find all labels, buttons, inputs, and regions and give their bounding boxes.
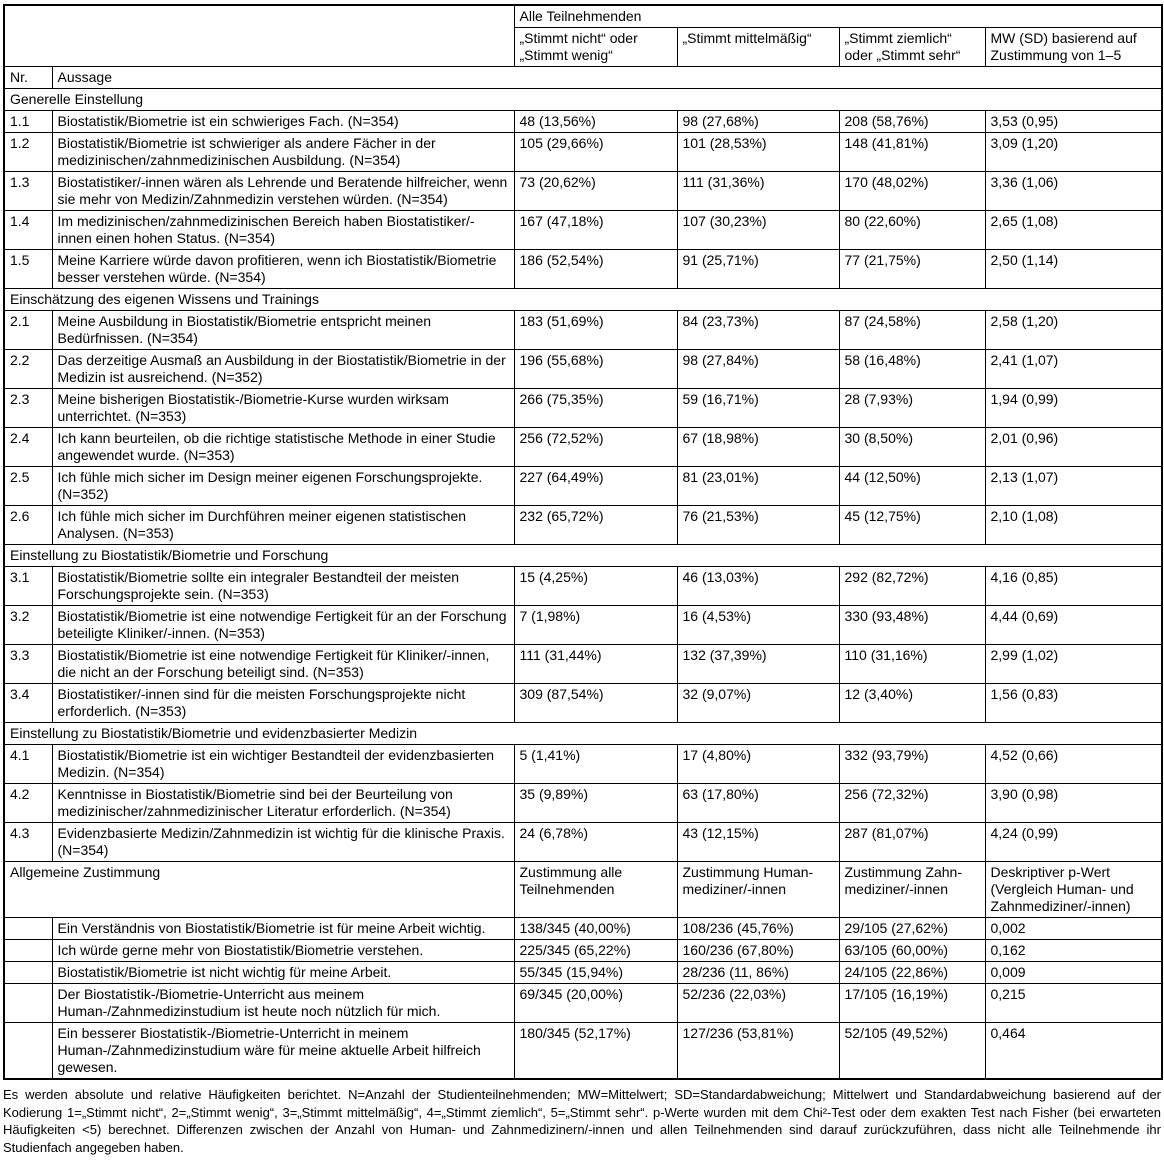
agreement-column-header: Zustimmung Human-mediziner/-innen bbox=[677, 862, 839, 918]
value-cell: 98 (27,84%) bbox=[677, 350, 839, 389]
table-row bbox=[4, 606, 1162, 645]
empty-corner-cell bbox=[4, 5, 514, 67]
row-number-empty bbox=[4, 1023, 52, 1080]
table-row bbox=[4, 962, 1162, 984]
table-row bbox=[4, 211, 1162, 250]
statement-text: Im medizinischen/zahnmedizinischen Bereich haben Biostatistiker/-innen einen hohen Status. (N=354) bbox=[52, 211, 514, 250]
statement-text: Meine bisherigen Biostatistik-/Biometrie-Kurse wurden wirksam unterrichtet. (N=353) bbox=[52, 389, 514, 428]
section-title: Einstellung zu Biostatistik/Biometrie und Forschung bbox=[4, 545, 1162, 567]
statement-text: Ein besserer Biostatistik-/Biometrie-Unterricht in meinem Human-/Zahnmedizinstudium wäre für meine aktuelle Arbeit hilfreich gewesen. bbox=[52, 1023, 514, 1080]
row-number: 2.6 bbox=[4, 506, 52, 545]
table-row bbox=[4, 940, 1162, 962]
value-cell: 35 (9,89%) bbox=[514, 784, 677, 823]
value-cell: 59 (16,71%) bbox=[677, 389, 839, 428]
value-cell: 138/345 (40,00%) bbox=[514, 918, 677, 940]
statement-text: Ich fühle mich sicher im Durchführen meiner eigenen statistischen Analysen. (N=353) bbox=[52, 506, 514, 545]
statement-text: Ich fühle mich sicher im Design meiner eigenen Forschungsprojekte. (N=352) bbox=[52, 467, 514, 506]
table-row bbox=[4, 645, 1162, 684]
row-number-empty bbox=[4, 940, 52, 962]
table-row bbox=[4, 1023, 1162, 1080]
statement-text: Biostatistik/Biometrie ist eine notwendige Fertigkeit für an der Forschung beteiligte Kliniker/-innen. (N=353) bbox=[52, 606, 514, 645]
value-cell: 80 (22,60%) bbox=[839, 211, 985, 250]
value-cell: 63/105 (60,00%) bbox=[839, 940, 985, 962]
value-cell: 227 (64,49%) bbox=[514, 467, 677, 506]
value-cell: 81 (23,01%) bbox=[677, 467, 839, 506]
value-cell: 167 (47,18%) bbox=[514, 211, 677, 250]
table-row bbox=[4, 745, 1162, 784]
value-cell: 77 (21,75%) bbox=[839, 250, 985, 289]
row-number: 3.3 bbox=[4, 645, 52, 684]
statement-text: Der Biostatistik-/Biometrie-Unterricht aus meinem Human-/Zahnmedizinstudium ist heute noch nützlich für mich. bbox=[52, 984, 514, 1023]
value-cell: 24 (6,78%) bbox=[514, 823, 677, 862]
row-number: 1.5 bbox=[4, 250, 52, 289]
statement-text: Biostatistik/Biometrie ist ein schwieriges Fach. (N=354) bbox=[52, 111, 514, 133]
value-cell: 107 (30,23%) bbox=[677, 211, 839, 250]
row-number: 4.3 bbox=[4, 823, 52, 862]
statement-text: Biostatistik/Biometrie sollte ein integraler Bestandteil der meisten Forschungsprojekte sein. (N=353) bbox=[52, 567, 514, 606]
value-cell: 17 (4,80%) bbox=[677, 745, 839, 784]
value-cell: 3,53 (0,95) bbox=[985, 111, 1162, 133]
table-row bbox=[4, 311, 1162, 350]
row-number: 2.1 bbox=[4, 311, 52, 350]
value-cell: 2,10 (1,08) bbox=[985, 506, 1162, 545]
value-cell: 48 (13,56%) bbox=[514, 111, 677, 133]
value-cell: 101 (28,53%) bbox=[677, 133, 839, 172]
value-cell: 28/236 (11, 86%) bbox=[677, 962, 839, 984]
group-header-row bbox=[4, 5, 1162, 28]
value-cell: 232 (65,72%) bbox=[514, 506, 677, 545]
value-cell: 2,65 (1,08) bbox=[985, 211, 1162, 250]
value-cell: 110 (31,16%) bbox=[839, 645, 985, 684]
row-number: 3.2 bbox=[4, 606, 52, 645]
value-cell: 148 (41,81%) bbox=[839, 133, 985, 172]
value-cell: 1,94 (0,99) bbox=[985, 389, 1162, 428]
value-cell: 17/105 (16,19%) bbox=[839, 984, 985, 1023]
row-number: 4.2 bbox=[4, 784, 52, 823]
value-cell: 3,90 (0,98) bbox=[985, 784, 1162, 823]
value-cell: 43 (12,15%) bbox=[677, 823, 839, 862]
value-cell: 84 (23,73%) bbox=[677, 311, 839, 350]
footnote: Es werden absolute und relative Häufigkeiten berichtet. N=Anzahl der Studienteilnehmenden; MW=Mittelwert; SD=Standardabweichung; Mittelwert und Standardabweichung basierend auf der Kodierung 1=„Stimmt nicht“, 2=„Stimmt wenig“, 3=„Stimmt mittelmäßig“, 4=„Stimmt ziemlich“, 5=„Stimmt sehr“. p-Werte wurden mit dem Chi²-Test oder dem exakten Test nach Fisher (bei erwarteten Häufigkeiten <5) berechnet. Differenzen zwischen der Anzahl von Human- und Zahnmedizinern/-innen und allen Teilnehmenden sind darauf zurückzuführen, dass nicht alle Teilnehmende ihr Studienfach angegeben haben. bbox=[3, 1087, 1161, 1155]
value-cell: 46 (13,03%) bbox=[677, 567, 839, 606]
value-cell: 196 (55,68%) bbox=[514, 350, 677, 389]
value-cell: 132 (37,39%) bbox=[677, 645, 839, 684]
value-cell: 32 (9,07%) bbox=[677, 684, 839, 723]
statement-text: Meine Ausbildung in Biostatistik/Biometrie entspricht meinen Bedürfnissen. (N=354) bbox=[52, 311, 514, 350]
agreement-column-header: Zustimmung Zahn-mediziner/-innen bbox=[839, 862, 985, 918]
value-cell: 225/345 (65,22%) bbox=[514, 940, 677, 962]
value-cell: 4,24 (0,99) bbox=[985, 823, 1162, 862]
value-cell: 16 (4,53%) bbox=[677, 606, 839, 645]
statement-text: Das derzeitige Ausmaß an Ausbildung in der Biostatistik/Biometrie in der Medizin ist ausreichend. (N=352) bbox=[52, 350, 514, 389]
value-cell: 3,36 (1,06) bbox=[985, 172, 1162, 211]
column-header-stimmt-ziemlich-sehr: „Stimmt ziemlich“ oder „Stimmt sehr“ bbox=[839, 28, 985, 67]
statement-text: Ich würde gerne mehr von Biostatistik/Biometrie verstehen. bbox=[52, 940, 514, 962]
value-cell: 24/105 (22,86%) bbox=[839, 962, 985, 984]
section-header-row bbox=[4, 545, 1162, 567]
value-cell: 91 (25,71%) bbox=[677, 250, 839, 289]
section-title: Einschätzung des eigenen Wissens und Trainings bbox=[4, 289, 1162, 311]
column-header-stimmt-nicht-wenig: „Stimmt nicht“ oder „Stimmt wenig“ bbox=[514, 28, 677, 67]
value-cell: 52/236 (22,03%) bbox=[677, 984, 839, 1023]
value-cell: 330 (93,48%) bbox=[839, 606, 985, 645]
agreement-section-title: Allgemeine Zustimmung bbox=[4, 862, 514, 918]
value-cell: 0,009 bbox=[985, 962, 1162, 984]
row-number: 4.1 bbox=[4, 745, 52, 784]
column-header-stimmt-mittelmaessig: „Stimmt mittelmäßig“ bbox=[677, 28, 839, 67]
table-row bbox=[4, 984, 1162, 1023]
row-number: 2.4 bbox=[4, 428, 52, 467]
statement-text: Evidenzbasierte Medizin/Zahnmedizin ist wichtig für die klinische Praxis. (N=354) bbox=[52, 823, 514, 862]
table-row bbox=[4, 684, 1162, 723]
value-cell: 108/236 (45,76%) bbox=[677, 918, 839, 940]
nr-header: Nr. bbox=[4, 67, 52, 89]
value-cell: 180/345 (52,17%) bbox=[514, 1023, 677, 1080]
value-cell: 69/345 (20,00%) bbox=[514, 984, 677, 1023]
value-cell: 208 (58,76%) bbox=[839, 111, 985, 133]
value-cell: 67 (18,98%) bbox=[677, 428, 839, 467]
value-cell: 309 (87,54%) bbox=[514, 684, 677, 723]
row-number: 1.4 bbox=[4, 211, 52, 250]
row-number: 3.4 bbox=[4, 684, 52, 723]
value-cell: 44 (12,50%) bbox=[839, 467, 985, 506]
value-cell: 98 (27,68%) bbox=[677, 111, 839, 133]
value-cell: 28 (7,93%) bbox=[839, 389, 985, 428]
value-cell: 4,16 (0,85) bbox=[985, 567, 1162, 606]
row-number-empty bbox=[4, 962, 52, 984]
table-row bbox=[4, 467, 1162, 506]
statement-text: Biostatistiker/-innen sind für die meisten Forschungsprojekte nicht erforderlich. (N=353) bbox=[52, 684, 514, 723]
table-row bbox=[4, 567, 1162, 606]
value-cell: 2,13 (1,07) bbox=[985, 467, 1162, 506]
statement-text: Biostatistik/Biometrie ist eine notwendige Fertigkeit für Kliniker/-innen, die nicht an der Forschung beteiligt sind. (N=353) bbox=[52, 645, 514, 684]
value-cell: 29/105 (27,62%) bbox=[839, 918, 985, 940]
value-cell: 111 (31,44%) bbox=[514, 645, 677, 684]
row-number: 2.2 bbox=[4, 350, 52, 389]
value-cell: 3,09 (1,20) bbox=[985, 133, 1162, 172]
value-cell: 183 (51,69%) bbox=[514, 311, 677, 350]
value-cell: 111 (31,36%) bbox=[677, 172, 839, 211]
value-cell: 63 (17,80%) bbox=[677, 784, 839, 823]
agreement-column-header: Deskriptiver p-Wert (Vergleich Human- und Zahnmediziner/-innen) bbox=[985, 862, 1162, 918]
column-header-mw-sd: MW (SD) basierend auf Zustimmung von 1–5 bbox=[985, 28, 1162, 67]
section-title: Generelle Einstellung bbox=[4, 89, 1162, 111]
table-row bbox=[4, 389, 1162, 428]
value-cell: 105 (29,66%) bbox=[514, 133, 677, 172]
statement-text: Biostatistik/Biometrie ist schwieriger als andere Fächer in der medizinischen/zahnmedizinischen Ausbildung. (N=354) bbox=[52, 133, 514, 172]
value-cell: 55/345 (15,94%) bbox=[514, 962, 677, 984]
section-header-row bbox=[4, 89, 1162, 111]
statement-text: Kenntnisse in Biostatistik/Biometrie sind bei der Beurteilung von medizinischer/zahnmedizinischer Literatur erforderlich. (N=354) bbox=[52, 784, 514, 823]
table-row bbox=[4, 133, 1162, 172]
value-cell: 256 (72,32%) bbox=[839, 784, 985, 823]
row-number: 3.1 bbox=[4, 567, 52, 606]
row-number: 2.5 bbox=[4, 467, 52, 506]
value-cell: 2,01 (0,96) bbox=[985, 428, 1162, 467]
table-row bbox=[4, 506, 1162, 545]
value-cell: 2,50 (1,14) bbox=[985, 250, 1162, 289]
statement-text: Meine Karriere würde davon profitieren, wenn ich Biostatistik/Biometrie besser verstehen würde. (N=354) bbox=[52, 250, 514, 289]
row-number: 1.1 bbox=[4, 111, 52, 133]
results-table bbox=[3, 4, 1163, 1080]
nr-aussage-header-row bbox=[4, 67, 1162, 89]
value-cell: 58 (16,48%) bbox=[839, 350, 985, 389]
statement-text: Ein Verständnis von Biostatistik/Biometrie ist für meine Arbeit wichtig. bbox=[52, 918, 514, 940]
value-cell: 127/236 (53,81%) bbox=[677, 1023, 839, 1080]
statement-text: Ich kann beurteilen, ob die richtige statistische Methode in einer Studie angewendet wurde. (N=353) bbox=[52, 428, 514, 467]
value-cell: 15 (4,25%) bbox=[514, 567, 677, 606]
value-cell: 4,44 (0,69) bbox=[985, 606, 1162, 645]
row-number: 2.3 bbox=[4, 389, 52, 428]
value-cell: 4,52 (0,66) bbox=[985, 745, 1162, 784]
value-cell: 2,58 (1,20) bbox=[985, 311, 1162, 350]
row-number: 1.3 bbox=[4, 172, 52, 211]
row-number-empty bbox=[4, 918, 52, 940]
section-header-row bbox=[4, 289, 1162, 311]
table-row bbox=[4, 428, 1162, 467]
table-row bbox=[4, 823, 1162, 862]
aussage-header: Aussage bbox=[52, 67, 1162, 89]
value-cell: 76 (21,53%) bbox=[677, 506, 839, 545]
value-cell: 2,99 (1,02) bbox=[985, 645, 1162, 684]
value-cell: 160/236 (67,80%) bbox=[677, 940, 839, 962]
value-cell: 73 (20,62%) bbox=[514, 172, 677, 211]
value-cell: 2,41 (1,07) bbox=[985, 350, 1162, 389]
table-row bbox=[4, 172, 1162, 211]
value-cell: 0,464 bbox=[985, 1023, 1162, 1080]
value-cell: 266 (75,35%) bbox=[514, 389, 677, 428]
section-header-row bbox=[4, 723, 1162, 745]
value-cell: 292 (82,72%) bbox=[839, 567, 985, 606]
agreement-header-row bbox=[4, 862, 1162, 918]
table-row bbox=[4, 784, 1162, 823]
value-cell: 87 (24,58%) bbox=[839, 311, 985, 350]
group-header: Alle Teilnehmenden bbox=[514, 5, 1162, 28]
value-cell: 256 (72,52%) bbox=[514, 428, 677, 467]
value-cell: 30 (8,50%) bbox=[839, 428, 985, 467]
value-cell: 170 (48,02%) bbox=[839, 172, 985, 211]
statement-text: Biostatistik/Biometrie ist ein wichtiger Bestandteil der evidenzbasierten Medizin. (N=354) bbox=[52, 745, 514, 784]
value-cell: 5 (1,41%) bbox=[514, 745, 677, 784]
table-row bbox=[4, 350, 1162, 389]
value-cell: 12 (3,40%) bbox=[839, 684, 985, 723]
section-title: Einstellung zu Biostatistik/Biometrie und evidenzbasierter Medizin bbox=[4, 723, 1162, 745]
value-cell: 287 (81,07%) bbox=[839, 823, 985, 862]
value-cell: 7 (1,98%) bbox=[514, 606, 677, 645]
statement-text: Biostatistik/Biometrie ist nicht wichtig für meine Arbeit. bbox=[52, 962, 514, 984]
value-cell: 0,002 bbox=[985, 918, 1162, 940]
statement-text: Biostatistiker/-innen wären als Lehrende und Beratende hilfreicher, wenn sie mehr von Medizin/Zahnmedizin verstehen würden. (N=354) bbox=[52, 172, 514, 211]
row-number-empty bbox=[4, 984, 52, 1023]
value-cell: 52/105 (49,52%) bbox=[839, 1023, 985, 1080]
row-number: 1.2 bbox=[4, 133, 52, 172]
value-cell: 186 (52,54%) bbox=[514, 250, 677, 289]
table-row bbox=[4, 250, 1162, 289]
table-row bbox=[4, 918, 1162, 940]
table-row bbox=[4, 111, 1162, 133]
value-cell: 45 (12,75%) bbox=[839, 506, 985, 545]
value-cell: 1,56 (0,83) bbox=[985, 684, 1162, 723]
value-cell: 0,162 bbox=[985, 940, 1162, 962]
agreement-column-header: Zustimmung alle Teilnehmenden bbox=[514, 862, 677, 918]
value-cell: 0,215 bbox=[985, 984, 1162, 1023]
value-cell: 332 (93,79%) bbox=[839, 745, 985, 784]
